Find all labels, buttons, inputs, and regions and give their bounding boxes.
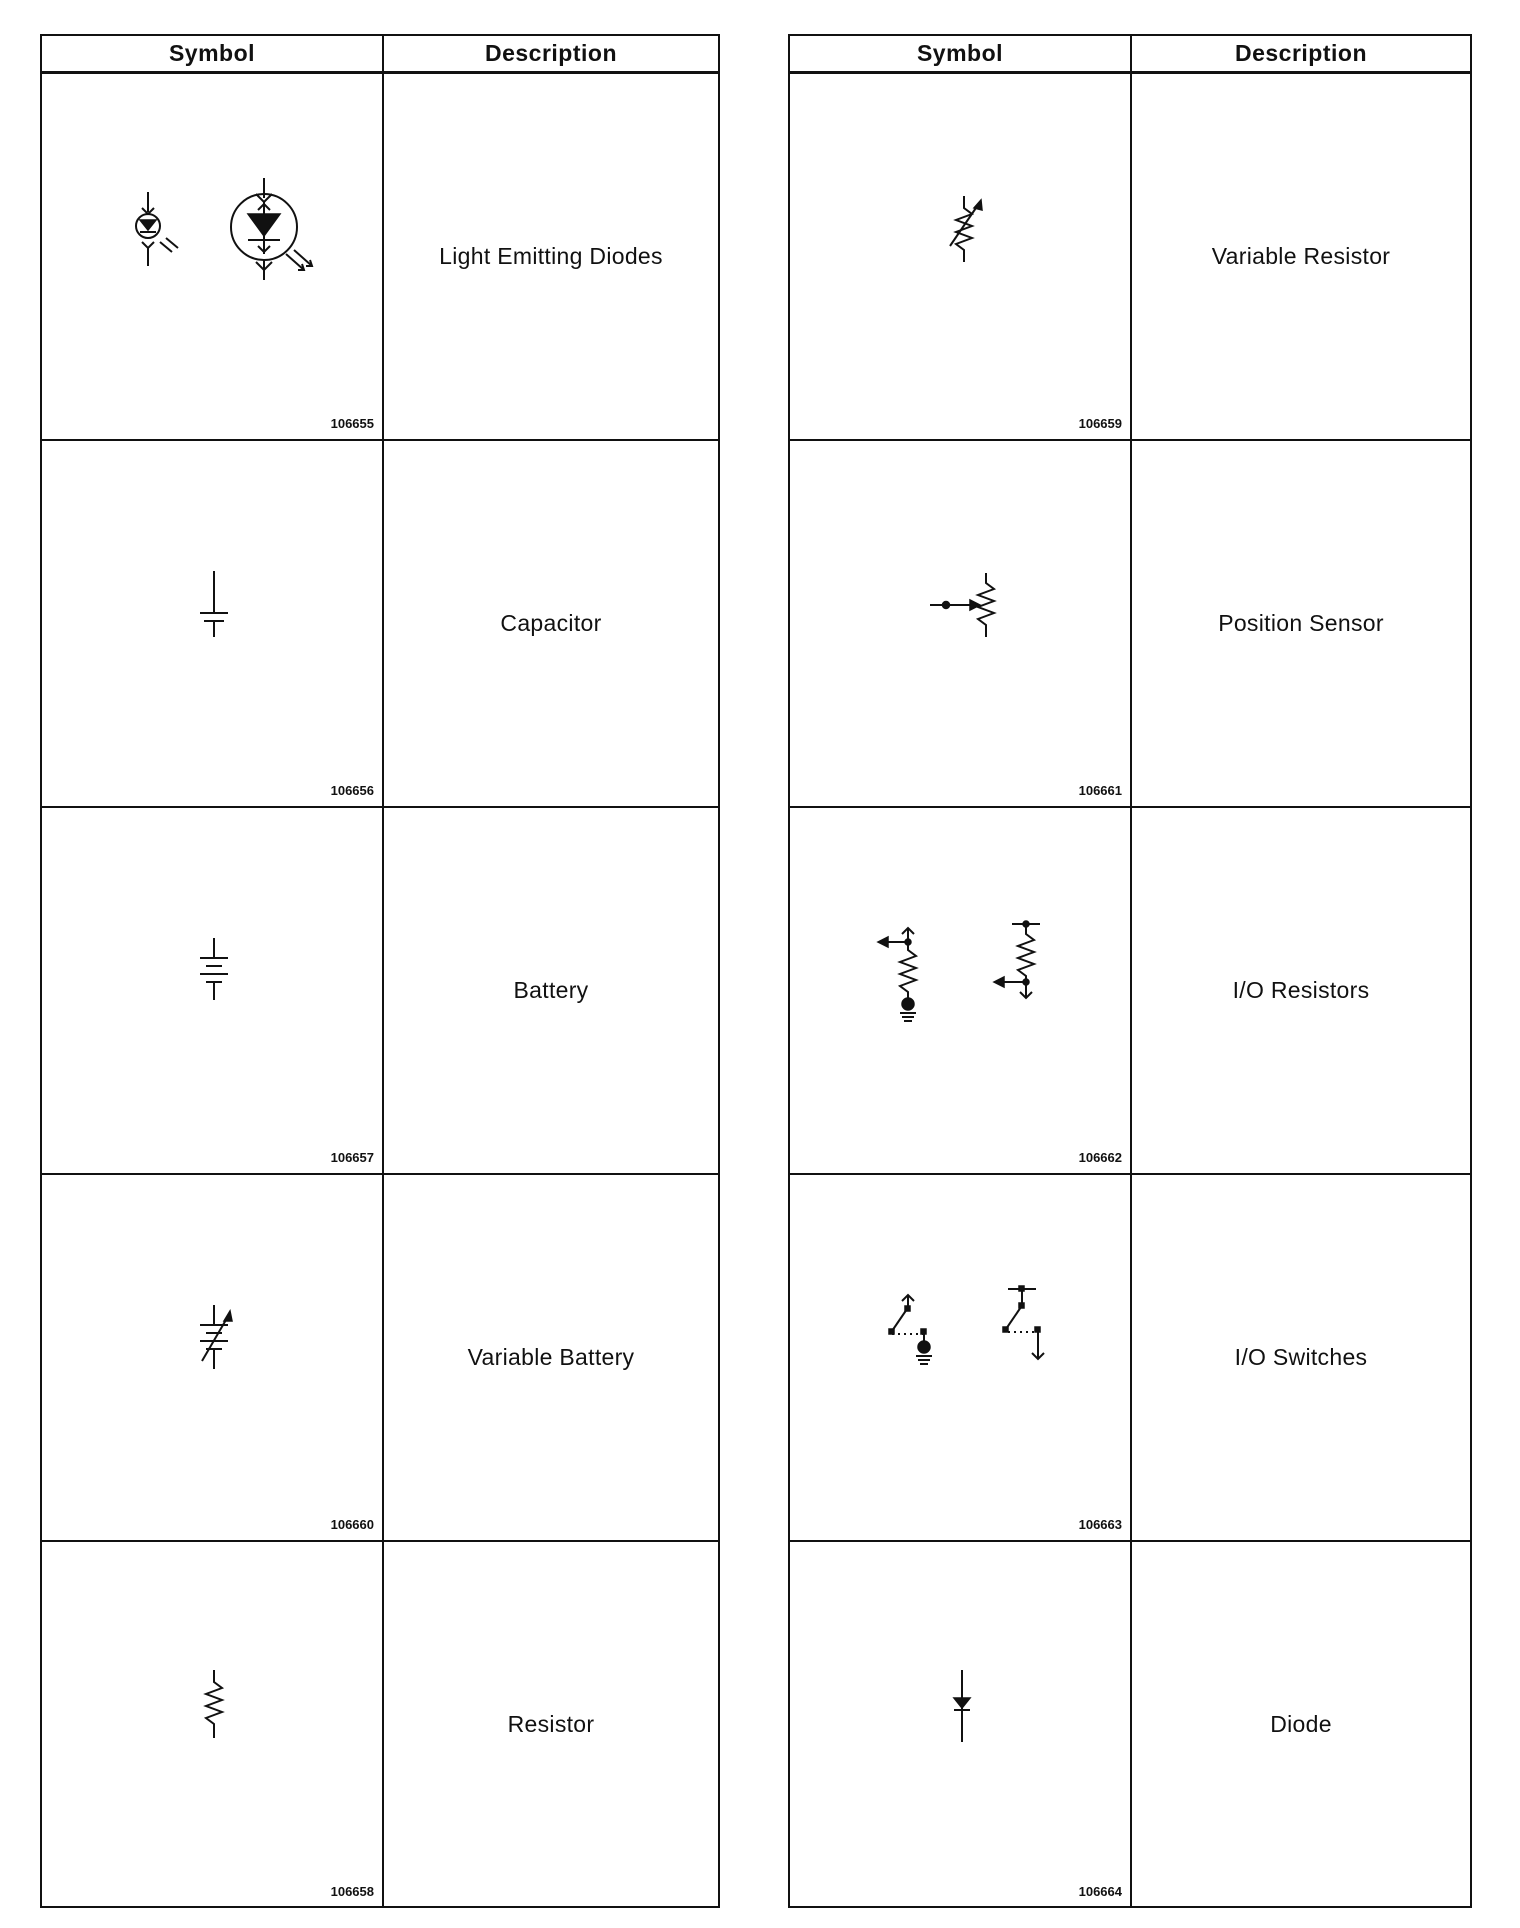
table-row <box>790 74 1470 441</box>
symbol-cell <box>790 1542 1132 1907</box>
symbol-cell <box>790 808 1132 1173</box>
table-row <box>790 808 1470 1175</box>
symbol-column-header: Symbol <box>42 36 384 71</box>
io-switches-icon <box>790 1175 1130 1540</box>
capacitor-icon <box>42 441 382 806</box>
description-cell: Position Sensor <box>1218 610 1384 636</box>
figure-code: 106663 <box>1078 1517 1122 1532</box>
table-row <box>42 1175 718 1542</box>
description-cell: Capacitor <box>500 610 602 636</box>
table-row <box>790 1542 1470 1907</box>
symbol-cell <box>790 441 1132 806</box>
figure-code: 106657 <box>330 1150 374 1165</box>
figure-code: 106664 <box>1078 1884 1122 1899</box>
description-column-header: Description <box>484 40 618 66</box>
symbol-table-left <box>40 34 720 1908</box>
variable-resistor-icon <box>790 74 1130 439</box>
table-row <box>42 1542 718 1907</box>
description-cell: Light Emitting Diodes <box>439 243 663 269</box>
description-cell: Variable Battery <box>467 1344 635 1370</box>
table-row <box>42 441 718 808</box>
symbol-cell <box>42 74 384 439</box>
symbol-cell <box>42 1542 384 1907</box>
variable-battery-icon <box>42 1175 382 1540</box>
table-row <box>42 808 718 1175</box>
io-resistors-icon <box>790 808 1130 1173</box>
figure-code: 106662 <box>1078 1150 1122 1165</box>
figure-code: 106659 <box>1078 416 1122 431</box>
table-row <box>790 441 1470 808</box>
figure-code: 106661 <box>1078 783 1122 798</box>
description-cell: Resistor <box>507 1711 595 1737</box>
figure-code: 106655 <box>330 416 374 431</box>
figure-code: 106656 <box>330 783 374 798</box>
description-cell: I/O Switches <box>1234 1344 1368 1370</box>
symbol-cell <box>790 74 1132 439</box>
resistor-icon <box>42 1542 382 1907</box>
description-cell: I/O Resistors <box>1232 977 1370 1003</box>
symbol-column-header: Symbol <box>790 36 1132 71</box>
table-header <box>790 36 1470 74</box>
symbol-cell <box>42 1175 384 1540</box>
description-column-header: Description <box>1234 40 1368 66</box>
position-sensor-icon <box>790 441 1130 806</box>
led-icon <box>42 74 382 439</box>
symbol-cell <box>42 441 384 806</box>
symbol-table-right <box>788 34 1472 1908</box>
table-header <box>42 36 718 74</box>
figure-code: 106660 <box>330 1517 374 1532</box>
table-row <box>790 1175 1470 1542</box>
figure-code: 106658 <box>330 1884 374 1899</box>
description-cell: Variable Resistor <box>1211 243 1391 269</box>
battery-icon <box>42 808 382 1173</box>
table-row <box>42 74 718 441</box>
symbol-cell <box>42 808 384 1173</box>
symbol-cell <box>790 1175 1132 1540</box>
description-cell: Battery <box>513 977 589 1003</box>
diode-icon <box>790 1542 1130 1907</box>
description-cell: Diode <box>1270 1711 1332 1737</box>
